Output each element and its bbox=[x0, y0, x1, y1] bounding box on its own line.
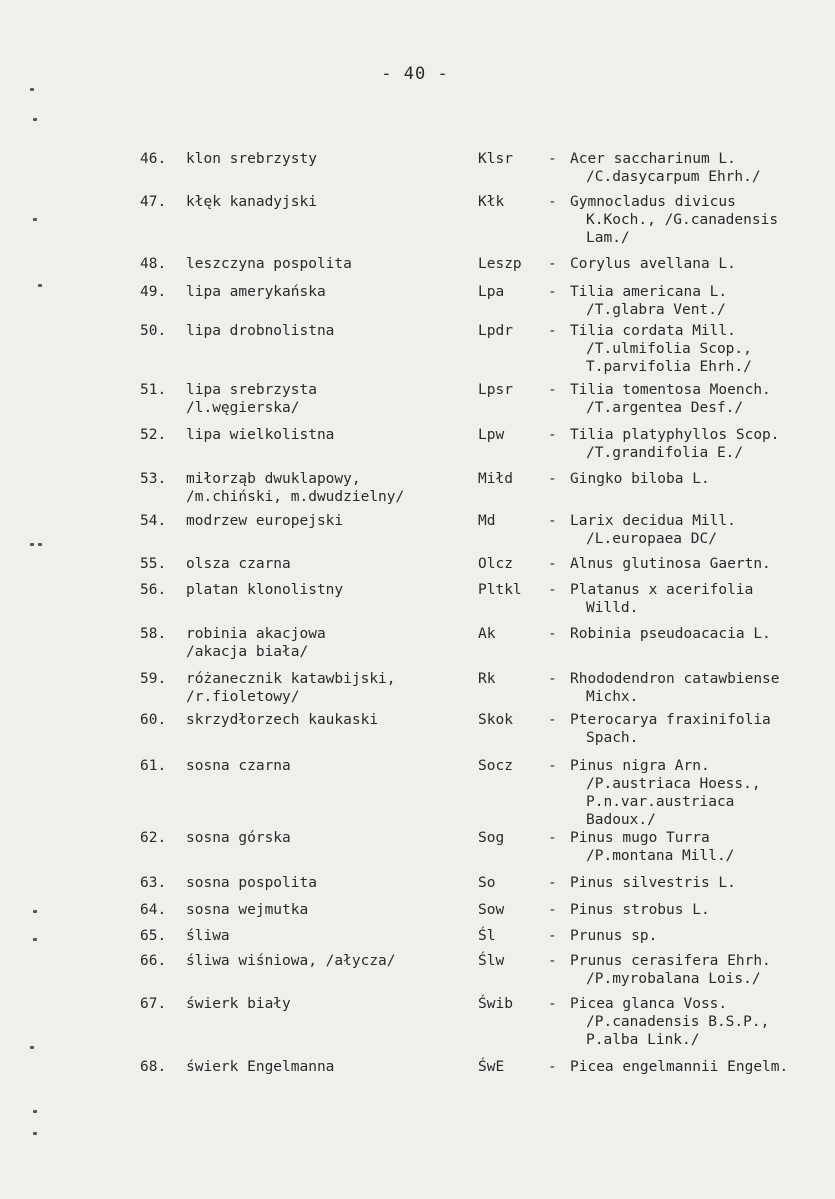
abbreviation: Md bbox=[478, 513, 496, 529]
latin-name-line: /P.austriaca Hoess., bbox=[586, 776, 761, 792]
scan-mark bbox=[30, 1046, 34, 1049]
polish-name bbox=[186, 995, 471, 1013]
polish-name-line: /l.węgierska/ bbox=[186, 400, 300, 416]
entry-number: 53. bbox=[140, 471, 167, 487]
abbreviation: Rk bbox=[478, 671, 496, 687]
entry-number: 47. bbox=[140, 194, 167, 210]
polish-name bbox=[186, 829, 471, 847]
polish-name-line: lipa amerykańska bbox=[186, 284, 326, 300]
latin-name-line: T.parvifolia Ehrh./ bbox=[586, 359, 752, 375]
latin-name bbox=[570, 874, 832, 892]
scan-mark bbox=[38, 284, 42, 287]
abbreviation: Skok bbox=[478, 712, 513, 728]
abbreviation: Ślw bbox=[478, 953, 505, 969]
entry-number: 62. bbox=[140, 830, 167, 846]
polish-name-line: lipa drobnolistna bbox=[186, 323, 335, 339]
latin-name-line: Badoux./ bbox=[586, 812, 656, 828]
scan-mark bbox=[38, 543, 42, 546]
separator-dash: - bbox=[548, 256, 557, 272]
latin-name-line: Spach. bbox=[586, 730, 639, 746]
abbreviation: Klsr bbox=[478, 151, 513, 167]
abbreviation: Ak bbox=[478, 626, 496, 642]
separator-dash: - bbox=[548, 626, 557, 642]
scan-mark bbox=[33, 118, 37, 121]
latin-name-line: Platanus x acerifolia bbox=[570, 582, 754, 598]
entry-number: 50. bbox=[140, 323, 167, 339]
polish-name bbox=[186, 381, 471, 417]
separator-dash: - bbox=[548, 582, 557, 598]
scan-mark bbox=[33, 938, 37, 941]
separator-dash: - bbox=[548, 758, 557, 774]
latin-name-line: Pinus strobus L. bbox=[570, 902, 710, 918]
latin-name-line: Tilia americana L. bbox=[570, 284, 728, 300]
latin-name bbox=[570, 150, 832, 186]
latin-name bbox=[570, 322, 832, 376]
entry-number: 49. bbox=[140, 284, 167, 300]
polish-name-line: olsza czarna bbox=[186, 556, 291, 572]
latin-name-line: Tilia cordata Mill. bbox=[570, 323, 736, 339]
abbreviation: Świb bbox=[478, 996, 513, 1012]
polish-name bbox=[186, 901, 471, 919]
polish-name-line: śliwa wiśniowa, /ałycza/ bbox=[186, 953, 396, 969]
separator-dash: - bbox=[548, 712, 557, 728]
page-number: - 40 - bbox=[381, 64, 449, 84]
polish-name bbox=[186, 283, 471, 301]
polish-name bbox=[186, 255, 471, 273]
entry-number: 48. bbox=[140, 256, 167, 272]
latin-name-line: Prunus sp. bbox=[570, 928, 658, 944]
polish-name-line: /akacja biała/ bbox=[186, 644, 309, 660]
latin-name-line: /L.europaea DC/ bbox=[586, 531, 717, 547]
entry-number: 54. bbox=[140, 513, 167, 529]
separator-dash: - bbox=[548, 323, 557, 339]
polish-name bbox=[186, 927, 471, 945]
polish-name-line: miłorząb dwuklapowy, bbox=[186, 471, 361, 487]
latin-name-line: Gymnocladus divicus bbox=[570, 194, 736, 210]
abbreviation: Kłk bbox=[478, 194, 505, 210]
separator-dash: - bbox=[548, 194, 557, 210]
entry-number: 67. bbox=[140, 996, 167, 1012]
polish-name-line: lipa srebrzysta bbox=[186, 382, 317, 398]
polish-name-line: kłęk kanadyjski bbox=[186, 194, 317, 210]
abbreviation: Śl bbox=[478, 928, 496, 944]
abbreviation: Lpa bbox=[478, 284, 505, 300]
abbreviation: Pltkl bbox=[478, 582, 522, 598]
separator-dash: - bbox=[548, 953, 557, 969]
latin-name bbox=[570, 381, 832, 417]
latin-name bbox=[570, 757, 832, 829]
polish-name-line: skrzydłorzech kaukaski bbox=[186, 712, 379, 728]
entry-number: 66. bbox=[140, 953, 167, 969]
latin-name-line: Michx. bbox=[586, 689, 639, 705]
latin-name-line: /T.argentea Desf./ bbox=[586, 400, 744, 416]
latin-name bbox=[570, 670, 832, 706]
latin-name-line: Alnus glutinosa Gaertn. bbox=[570, 556, 771, 572]
polish-name bbox=[186, 193, 471, 211]
polish-name-line: platan klonolistny bbox=[186, 582, 344, 598]
separator-dash: - bbox=[548, 427, 557, 443]
scan-mark bbox=[30, 88, 34, 91]
latin-name-line: Gingko biloba L. bbox=[570, 471, 710, 487]
latin-name bbox=[570, 555, 832, 573]
entry-number: 59. bbox=[140, 671, 167, 687]
polish-name-line: świerk biały bbox=[186, 996, 291, 1012]
polish-name-line: sosna wejmutka bbox=[186, 902, 309, 918]
latin-name-line: Corylus avellana L. bbox=[570, 256, 736, 272]
polish-name-line: śliwa bbox=[186, 928, 230, 944]
latin-name-line: Prunus cerasifera Ehrh. bbox=[570, 953, 771, 969]
separator-dash: - bbox=[548, 1059, 557, 1075]
abbreviation: Lpdr bbox=[478, 323, 513, 339]
polish-name bbox=[186, 1058, 471, 1076]
abbreviation: Lpsr bbox=[478, 382, 513, 398]
polish-name bbox=[186, 874, 471, 892]
latin-name bbox=[570, 927, 832, 945]
latin-name-line: /P.myrobalana Lois./ bbox=[586, 971, 761, 987]
latin-name bbox=[570, 470, 832, 488]
polish-name bbox=[186, 952, 471, 970]
scan-mark bbox=[33, 1110, 37, 1113]
entry-number: 55. bbox=[140, 556, 167, 572]
polish-name bbox=[186, 625, 471, 661]
polish-name-line: modrzew europejski bbox=[186, 513, 344, 529]
latin-name bbox=[570, 255, 832, 273]
latin-name bbox=[570, 581, 832, 617]
abbreviation: Olcz bbox=[478, 556, 513, 572]
abbreviation: So bbox=[478, 875, 496, 891]
entry-number: 64. bbox=[140, 902, 167, 918]
latin-name-line: Picea engelmannii Engelm. bbox=[570, 1059, 789, 1075]
polish-name-line: różanecznik katawbijski, bbox=[186, 671, 396, 687]
latin-name-line: P.n.var.austriaca bbox=[586, 794, 735, 810]
latin-name-line: Tilia platyphyllos Scop. bbox=[570, 427, 780, 443]
latin-name bbox=[570, 193, 832, 247]
latin-name-line: Picea glanca Voss. bbox=[570, 996, 728, 1012]
polish-name-line: robinia akacjowa bbox=[186, 626, 326, 642]
abbreviation: Leszp bbox=[478, 256, 522, 272]
polish-name bbox=[186, 581, 471, 599]
abbreviation: Socz bbox=[478, 758, 513, 774]
entry-number: 63. bbox=[140, 875, 167, 891]
latin-name bbox=[570, 711, 832, 747]
separator-dash: - bbox=[548, 830, 557, 846]
separator-dash: - bbox=[548, 382, 557, 398]
separator-dash: - bbox=[548, 902, 557, 918]
latin-name bbox=[570, 952, 832, 988]
latin-name-line: Pinus silvestris L. bbox=[570, 875, 736, 891]
scan-mark bbox=[33, 910, 37, 913]
entry-number: 68. bbox=[140, 1059, 167, 1075]
separator-dash: - bbox=[548, 996, 557, 1012]
latin-name bbox=[570, 283, 832, 319]
abbreviation: Lpw bbox=[478, 427, 505, 443]
latin-name-line: Pinus mugo Turra bbox=[570, 830, 710, 846]
polish-name bbox=[186, 470, 471, 506]
scan-mark bbox=[33, 1132, 37, 1135]
abbreviation: ŚwE bbox=[478, 1059, 505, 1075]
latin-name-line: K.Koch., /G.canadensis bbox=[586, 212, 779, 228]
separator-dash: - bbox=[548, 151, 557, 167]
latin-name bbox=[570, 426, 832, 462]
polish-name-line: sosna górska bbox=[186, 830, 291, 846]
polish-name bbox=[186, 555, 471, 573]
separator-dash: - bbox=[548, 513, 557, 529]
latin-name-line: Larix decidua Mill. bbox=[570, 513, 736, 529]
latin-name-line: P.alba Link./ bbox=[586, 1032, 700, 1048]
latin-name-line: /T.glabra Vent./ bbox=[586, 302, 726, 318]
polish-name-line: sosna pospolita bbox=[186, 875, 317, 891]
separator-dash: - bbox=[548, 471, 557, 487]
polish-name-line: klon srebrzysty bbox=[186, 151, 317, 167]
separator-dash: - bbox=[548, 928, 557, 944]
polish-name bbox=[186, 670, 471, 706]
polish-name bbox=[186, 426, 471, 444]
latin-name-line: Acer saccharinum L. bbox=[570, 151, 736, 167]
latin-name bbox=[570, 625, 832, 643]
latin-name-line: Rhododendron catawbiense bbox=[570, 671, 780, 687]
latin-name-line: /T.ulmifolia Scop., bbox=[586, 341, 752, 357]
latin-name-line: /C.dasycarpum Ehrh./ bbox=[586, 169, 761, 185]
polish-name-line: lipa wielkolistna bbox=[186, 427, 335, 443]
polish-name bbox=[186, 150, 471, 168]
separator-dash: - bbox=[548, 284, 557, 300]
latin-name-line: Lam./ bbox=[586, 230, 630, 246]
separator-dash: - bbox=[548, 556, 557, 572]
latin-name-line: Robinia pseudoacacia L. bbox=[570, 626, 771, 642]
scan-mark bbox=[33, 218, 37, 221]
polish-name bbox=[186, 757, 471, 775]
latin-name-line: Pinus nigra Arn. bbox=[570, 758, 710, 774]
entry-number: 58. bbox=[140, 626, 167, 642]
separator-dash: - bbox=[548, 875, 557, 891]
latin-name-line: /T.grandifolia E./ bbox=[586, 445, 744, 461]
entry-number: 60. bbox=[140, 712, 167, 728]
polish-name-line: świerk Engelmanna bbox=[186, 1059, 335, 1075]
polish-name-line: /r.fioletowy/ bbox=[186, 689, 300, 705]
separator-dash: - bbox=[548, 671, 557, 687]
latin-name-line: Willd. bbox=[586, 600, 639, 616]
entry-number: 65. bbox=[140, 928, 167, 944]
scan-mark bbox=[30, 543, 34, 546]
latin-name-line: /P.montana Mill./ bbox=[586, 848, 735, 864]
latin-name-line: Tilia tomentosa Moench. bbox=[570, 382, 771, 398]
polish-name bbox=[186, 322, 471, 340]
entry-number: 56. bbox=[140, 582, 167, 598]
polish-name-line: sosna czarna bbox=[186, 758, 291, 774]
polish-name-line: leszczyna pospolita bbox=[186, 256, 352, 272]
entry-number: 52. bbox=[140, 427, 167, 443]
latin-name bbox=[570, 901, 832, 919]
polish-name bbox=[186, 512, 471, 530]
latin-name bbox=[570, 829, 832, 865]
entry-number: 61. bbox=[140, 758, 167, 774]
latin-name-line: Pterocarya fraxinifolia bbox=[570, 712, 771, 728]
abbreviation: Miłd bbox=[478, 471, 513, 487]
latin-name-line: /P.canadensis B.S.P., bbox=[586, 1014, 770, 1030]
latin-name bbox=[570, 995, 832, 1049]
abbreviation: Sow bbox=[478, 902, 505, 918]
polish-name bbox=[186, 711, 471, 729]
latin-name bbox=[570, 512, 832, 548]
latin-name bbox=[570, 1058, 832, 1076]
abbreviation: Sog bbox=[478, 830, 505, 846]
polish-name-line: /m.chiński, m.dwudzielny/ bbox=[186, 489, 405, 505]
entry-number: 46. bbox=[140, 151, 167, 167]
entry-number: 51. bbox=[140, 382, 167, 398]
